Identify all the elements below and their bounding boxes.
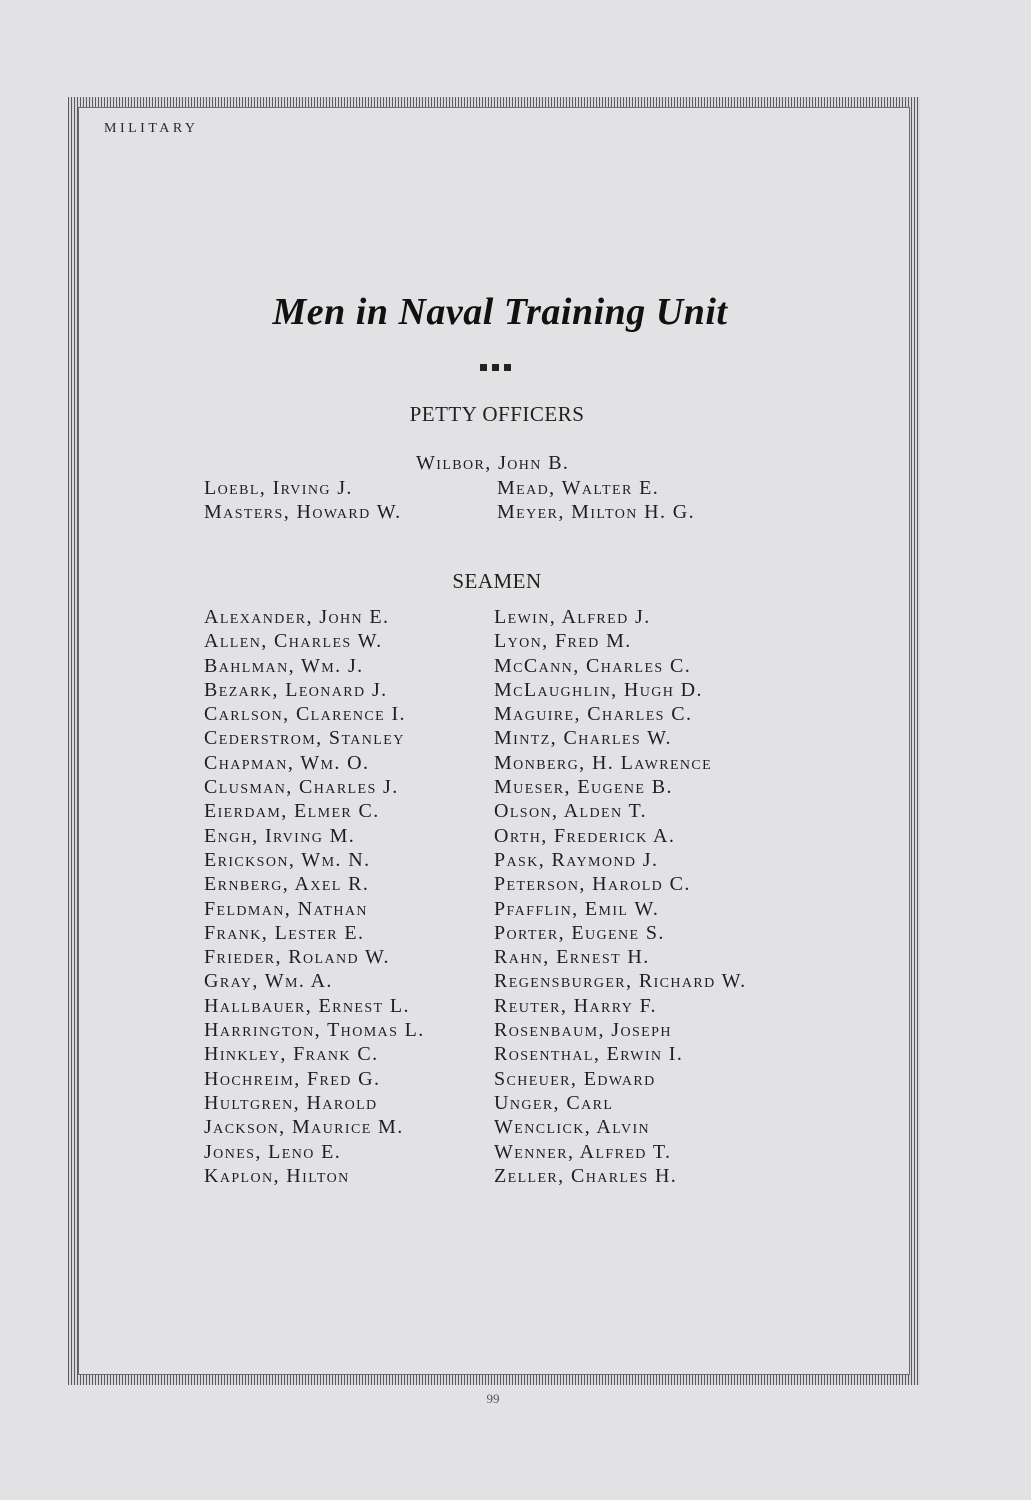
seaman-name: Erickson, Wm. N. [204, 848, 371, 871]
seaman-name: Lewin, Alfred J. [494, 606, 651, 628]
petty-officer-right: Meyer, Milton H. G. [497, 501, 696, 523]
seaman-name: Alexander, John E. [204, 606, 390, 628]
petty-officer-left: Masters, Howard W. [204, 501, 402, 523]
seaman-name: Chapman, Wm. O. [204, 751, 370, 774]
seaman-name: Scheuer, Edward [494, 1067, 656, 1090]
seaman-name: Jackson, Maurice M. [204, 1116, 404, 1139]
seaman-name: Regensburger, Richard W. [494, 970, 747, 993]
seaman-name: Rosenbaum, Joseph [494, 1019, 672, 1042]
petty-officer-chief: Wilbor, John B. [416, 452, 570, 474]
seaman-name: Orth, Frederick A. [494, 824, 676, 847]
seaman-name: Porter, Eugene S. [494, 921, 665, 944]
seaman-name: Harrington, Thomas L. [204, 1019, 425, 1042]
page-title: Men in Naval Training Unit [272, 291, 728, 333]
seaman-name: Engh, Irving M. [204, 824, 356, 847]
seaman-name: Wenclick, Alvin [494, 1116, 651, 1139]
section-label: MILITARY [104, 121, 199, 136]
seaman-name: Gray, Wm. A. [204, 970, 333, 993]
seaman-name: Mueser, Eugene B. [494, 776, 673, 799]
seaman-name: Frieder, Roland W. [204, 946, 390, 969]
seaman-name: Mintz, Charles W. [494, 727, 672, 750]
seaman-name: Hochreim, Fred G. [204, 1067, 381, 1090]
seaman-name: Peterson, Harold C. [494, 873, 691, 896]
seamen-right-column [494, 605, 747, 1188]
seaman-name: Bahlman, Wm. J. [204, 654, 364, 677]
seaman-name: Monberg, H. Lawrence [494, 751, 713, 774]
seaman-name: Cederstrom, Stanley [204, 727, 405, 750]
seaman-name: McLaughlin, Hugh D. [494, 678, 703, 701]
seamen-heading: SEAMEN [452, 569, 542, 593]
petty-officer-left: Loebl, Irving J. [204, 477, 353, 499]
seaman-name: Zeller, Charles H. [494, 1164, 678, 1187]
ornament [480, 364, 511, 371]
seaman-name: Hultgren, Harold [204, 1091, 378, 1114]
ornament-square [492, 364, 499, 371]
seaman-name: Pfafflin, Emil W. [494, 897, 660, 920]
page-number: 99 [486, 1391, 500, 1406]
seaman-name: McCann, Charles C. [494, 654, 692, 677]
petty-officer-right: Mead, Walter E. [497, 477, 660, 499]
seaman-name: Hallbauer, Ernest L. [204, 994, 410, 1017]
seaman-name: Rosenthal, Erwin I. [494, 1043, 684, 1066]
seaman-name: Wenner, Alfred T. [494, 1140, 672, 1163]
seaman-name: Olson, Alden T. [494, 800, 648, 823]
seaman-name: Rahn, Ernest H. [494, 946, 650, 969]
seaman-name: Kaplon, Hilton [204, 1164, 350, 1187]
seaman-name: Frank, Lester E. [204, 921, 365, 944]
seaman-name: Allen, Charles W. [204, 630, 383, 653]
seaman-name: Pask, Raymond J. [494, 848, 659, 871]
seamen-left-column [204, 605, 425, 1188]
seaman-name: Maguire, Charles C. [494, 703, 693, 726]
ornament-square [504, 364, 511, 371]
seaman-name: Bezark, Leonard J. [204, 678, 388, 701]
seaman-name: Carlson, Clarence I. [204, 703, 406, 726]
seaman-name: Reuter, Harry F. [494, 994, 657, 1017]
seaman-name: Clusman, Charles J. [204, 776, 399, 799]
seaman-name: Eierdam, Elmer C. [204, 800, 380, 823]
seaman-name: Unger, Carl [494, 1091, 614, 1114]
seaman-name: Hinkley, Frank C. [204, 1043, 379, 1066]
ornament-square [480, 364, 487, 371]
seaman-name: Lyon, Fred M. [494, 630, 632, 653]
petty-officers-heading: PETTY OFFICERS [409, 402, 585, 426]
seaman-name: Jones, Leno E. [204, 1140, 342, 1163]
seaman-name: Ernberg, Axel R. [204, 873, 370, 896]
seaman-name: Feldman, Nathan [204, 897, 368, 920]
